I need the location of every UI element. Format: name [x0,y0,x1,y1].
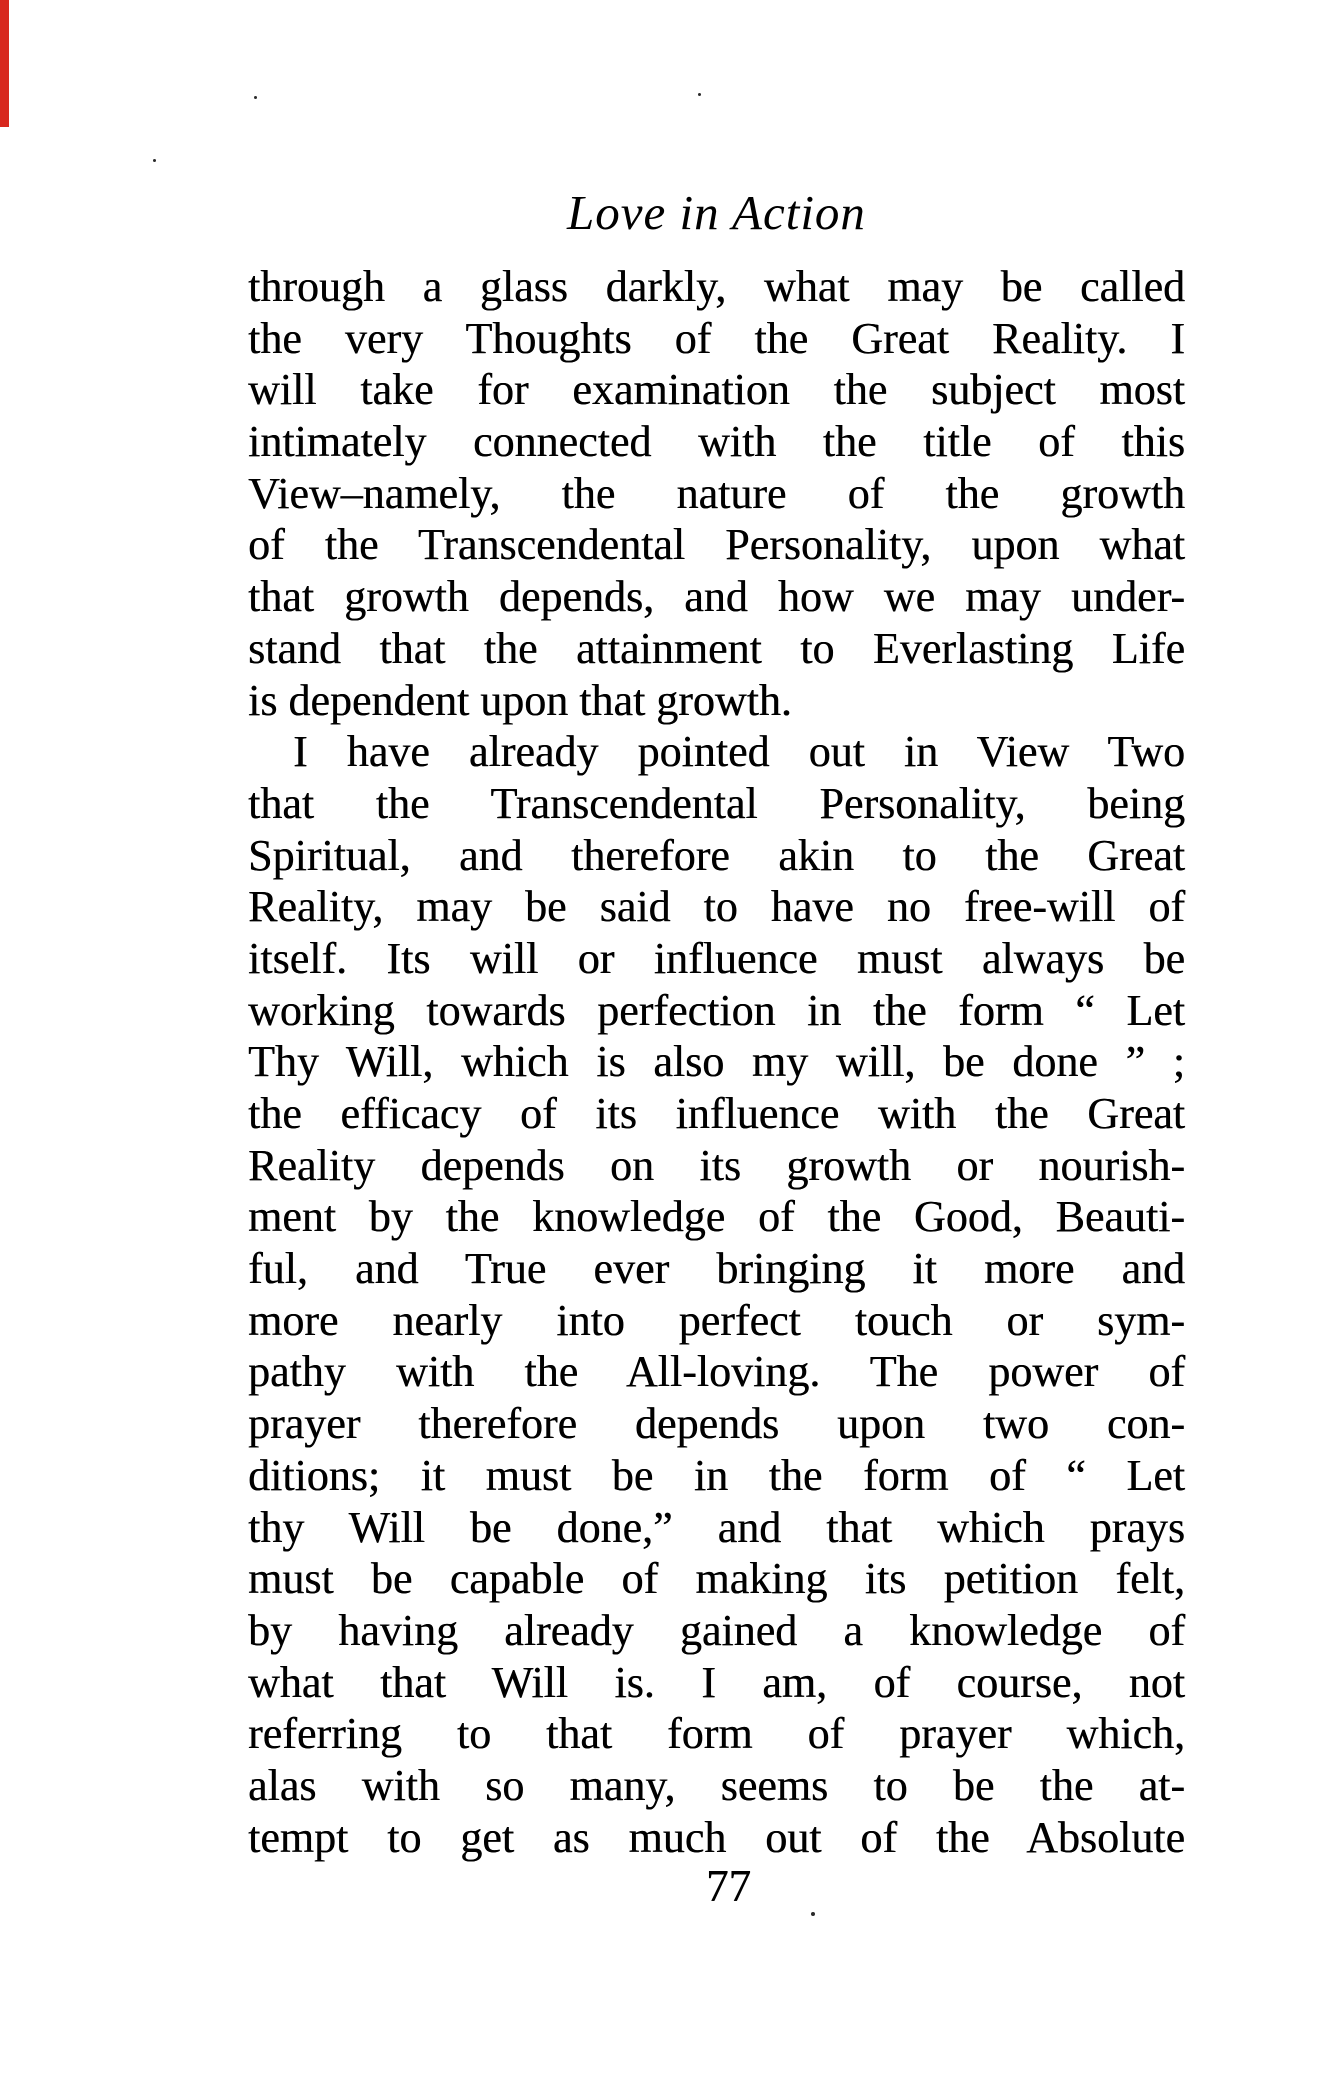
text-line: I have already pointed out in View Two [293,727,1185,777]
text-line: tempt to get as much out of the Absolute [248,1812,1185,1862]
red-scan-mark [0,0,9,127]
text-line: View–namely, the nature of the growth [248,468,1185,518]
text-line: stand that the attainment to Everlasting Life [248,623,1185,673]
text-line: will take for examination the subject most [248,365,1185,415]
text-line: of the Transcendental Personality, upon what [248,520,1185,570]
text-line: more nearly into perfect touch or sym- [248,1295,1185,1345]
text-line: thy Will be done,” and that which prays [248,1502,1185,1552]
text-line: must be capable of making its petition felt, [248,1554,1185,1604]
text-line: working towards perfection in the form “ Let [248,985,1185,1035]
text-line: referring to that form of prayer which, [248,1709,1185,1759]
text-line: what that Will is. I am, of course, not [248,1657,1185,1707]
text-line: Reality depends on its growth or nourish- [248,1140,1185,1190]
text-line: intimately connected with the title of this [248,417,1185,467]
text-line: itself. Its will or influence must always be [248,933,1185,983]
text-line: the very Thoughts of the Great Reality. I [248,313,1185,363]
scan-speck [811,1912,815,1916]
body-text [248,261,1185,1863]
text-line: ditions; it must be in the form of “ Let [248,1450,1185,1500]
text-line: alas with so many, seems to be the at- [248,1760,1185,1810]
text-line: Spiritual, and therefore akin to the Great [248,830,1185,880]
scan-speck [153,159,156,162]
text-line: ful, and True ever bringing it more and [248,1244,1185,1294]
text-line: ment by the knowledge of the Good, Beauti- [248,1192,1185,1242]
text-line: the efficacy of its influence with the Great [248,1089,1185,1138]
text-line: Reality, may be said to have no free-will of [248,882,1185,932]
running-head-title: Love in Action [567,185,866,240]
text-line: pathy with the All-loving. The power of [248,1347,1185,1397]
text-line: Thy Will, which is also my will, be done ” ; [248,1037,1185,1087]
page-number: 77 [706,1861,751,1911]
scan-speck [698,93,701,96]
text-line: is dependent upon that growth. [248,675,792,725]
text-line: that growth depends, and how we may under- [248,572,1185,622]
text-line: through a glass darkly, what may be called [248,262,1185,311]
text-line: by having already gained a knowledge of [248,1605,1185,1655]
text-line: prayer therefore depends upon two con- [248,1399,1185,1449]
text-line: that the Transcendental Personality, being [248,778,1185,828]
scan-speck [254,96,257,99]
